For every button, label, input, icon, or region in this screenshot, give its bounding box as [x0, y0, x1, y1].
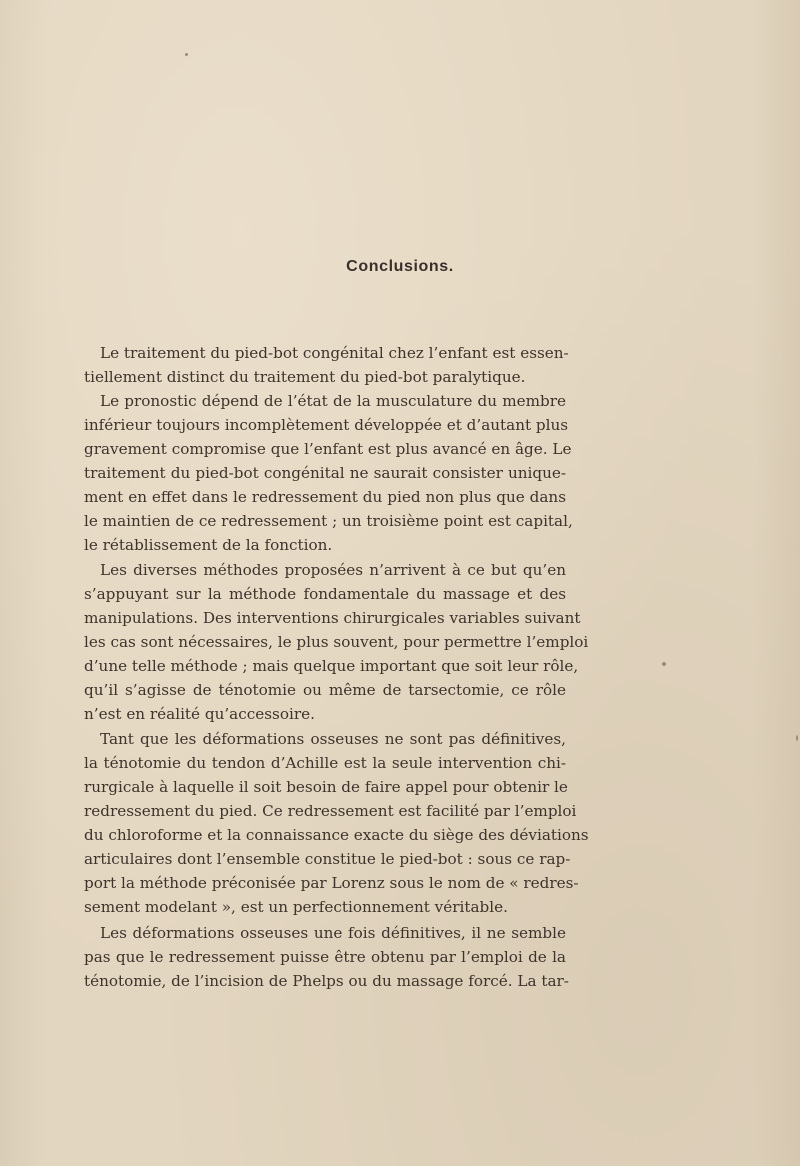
paper-speck [662, 662, 666, 666]
text-line: traitement du pied-bot congénital ne saurait consister unique- [84, 464, 566, 482]
text-line: Tant que les déformations osseuses ne sont pas définitives, [100, 730, 566, 748]
text-line: manipulations. Des interventions chirurgicales variables suivant [84, 609, 581, 627]
text-line: d’une telle méthode ; mais quelque important que soit leur rôle, [84, 657, 579, 675]
text-line: le maintien de ce redressement ; un troisième point est capital, [84, 512, 573, 530]
text-line: n’est en réalité qu’accessoire. [84, 705, 315, 723]
text-line: tiellement distinct du traitement du pied-bot paralytique. [84, 368, 526, 386]
text-line: gravement compromise que l’enfant est plus avancé en âge. Le [84, 440, 572, 458]
section-heading: Conclusions. [346, 258, 454, 275]
text-line: ment en effet dans le redressement du pied non plus que dans [84, 488, 566, 506]
text-line: Les diverses méthodes proposées n’arrivent à ce but qu’en [100, 561, 566, 579]
text-line: redressement du pied. Ce redressement est facilité par l’emploi [84, 802, 577, 820]
text-line: rurgicale à laquelle il soit besoin de faire appel pour obtenir le [84, 778, 568, 796]
text-line: sement modelant », est un perfectionnement véritable. [84, 898, 508, 916]
text-line: pas que le redressement puisse être obtenu par l’emploi de la [84, 948, 566, 966]
paper-speck [796, 735, 798, 741]
text-line: du chloroforme et la connaissance exacte du siège des déviations [84, 826, 589, 844]
text-line: ténotomie, de l’incision de Phelps ou du massage forcé. La tar- [84, 972, 569, 990]
text-line: inférieur toujours incomplètement développée et d’autant plus [84, 416, 569, 434]
text-line: le rétablissement de la fonction. [84, 536, 333, 554]
text-line: port la méthode préconisée par Lorenz sous le nom de « redres- [84, 874, 579, 892]
text-line: Le traitement du pied-bot congénital chez l’enfant est essen- [100, 344, 569, 362]
text-line: Le pronostic dépend de l’état de la musculature du membre [100, 392, 566, 410]
text-line: les cas sont nécessaires, le plus souvent, pour permettre l’emploi [84, 633, 589, 651]
paper-speck [185, 53, 188, 56]
text-line: Les déformations osseuses une fois définitives, il ne semble [100, 924, 566, 942]
text-line: s’appuyant sur la méthode fondamentale du massage et des [84, 585, 566, 603]
text-line: qu’il s’agisse de ténotomie ou même de tarsectomie, ce rôle [84, 681, 566, 699]
text-line: la ténotomie du tendon d’Achille est la seule intervention chi- [84, 754, 566, 772]
text-line: articulaires dont l’ensemble constitue le pied-bot : sous ce rap- [84, 850, 571, 868]
